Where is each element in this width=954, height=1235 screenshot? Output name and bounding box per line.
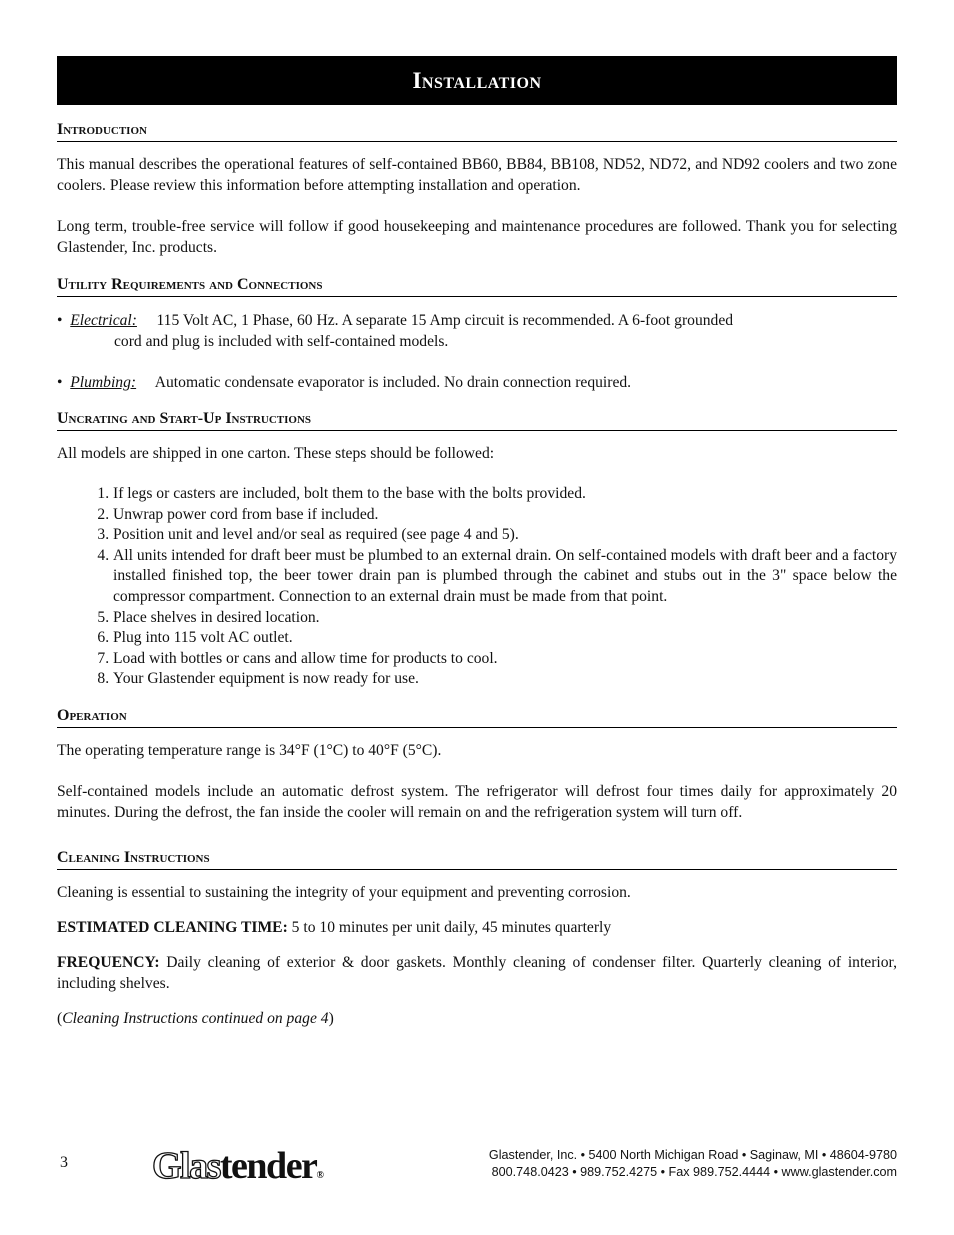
introduction-heading: Introduction [57,120,897,142]
introduction-paragraph-2: Long term, trouble-free service will follow if good housekeeping and maintenance procedures are followed. Thank you for selecting Glastender, Inc. products. [57,218,897,256]
electrical-item: • Electrical: 115 Volt AC, 1 Phase, 60 Hz. A separate 15 Amp circuit is recommended. A 6-foot grounded cord and plug is included with self-contained models. [57,310,897,352]
cleaning-frequency [57,952,897,994]
continued-note-text: Cleaning Instructions continued on page 4 [62,1009,329,1027]
cleaning-time-text: 5 to 10 minutes per unit daily, 45 minutes quarterly [287,918,612,936]
operation-heading: Operation [57,706,897,728]
glastender-logo [152,1144,324,1188]
step-item: 8. Your Glastender equipment is now ready for use. [113,669,897,690]
continued-note: (Cleaning Instructions continued on page 4) [57,1009,334,1027]
cleaning-time-label: ESTIMATED CLEANING TIME: [57,918,288,936]
step-item: 7. Load with bottles or cans and allow time for products to cool. [113,649,897,670]
uncrating-heading: Uncrating and Start-Up Instructions [57,409,897,431]
page-content [57,56,897,1029]
plumbing-text: Automatic condensate evaporator is included. No drain connection required. [154,374,632,391]
step-item: 6. Plug into 115 volt AC outlet. [113,628,897,649]
introduction-paragraph-1: This manual describes the operational features of self-contained BB60, BB84, BB108, ND52, ND72, and ND92 coolers and two zone coolers. Please review this information before attempting installation and operation. [57,156,897,194]
electrical-label: Electrical: [70,312,137,329]
registered-mark: ® [316,1170,324,1181]
operation-paragraph-2: Self-contained models include an automatic defrost system. The refrigerator will defrost four times daily for approximately 20 minutes. During the defrost, the fan inside the cooler will remain on and the refrigeration system will turn off. [57,782,897,821]
cleaning-time [57,917,897,938]
step-item: 3. Position unit and level and/or seal as required (see page 4 and 5). [113,525,897,546]
frequency-text: Daily cleaning of exterior & door gaskets. Monthly cleaning of condenser filter. Quarterly cleaning of interior, including shelves. [57,953,897,992]
step-item: 2. Unwrap power cord from base if included. [113,505,897,526]
footer-address: Glastender, Inc. • 5400 North Michigan Road • Saginaw, MI • 48604-9780 [488,1148,897,1162]
step-item: 5. Place shelves in desired location. [113,608,897,629]
step-item: 1. If legs or casters are included, bolt them to the base with the bolts provided. [113,484,897,505]
operation-paragraph-1: The operating temperature range is 34°F (1°C) to 40°F (5°C). [57,741,442,759]
page-title: Installation [57,56,897,105]
step-item: 4. All units intended for draft beer must be plumbed to an external drain. On self-contained models with draft beer and a factory installed finished top, the beer tower drain pan is plumbed through the cabinet and stubs out in the 3" space below the compressor compartment. Connection to an external drain must be made from that point. [113,546,897,608]
uncrating-intro: All models are shipped in one carton. These steps should be followed: [57,445,495,462]
plumbing-item: • Plumbing: Automatic condensate evaporator is included. No drain connection required. [57,374,632,391]
footer-phone: 800.748.0423 • 989.752.4275 • Fax 989.752.4444 • www.glastender.com [491,1165,897,1179]
logo-outline-text: Glas [152,1145,220,1187]
cleaning-heading: Cleaning Instructions [57,848,897,870]
plumbing-label: Plumbing: [70,374,137,391]
logo-solid-text: tender [219,1145,317,1187]
cleaning-paragraph: Cleaning is essential to sustaining the integrity of your equipment and preventing corrosion. [57,883,631,901]
frequency-label: FREQUENCY: [57,953,160,971]
uncrating-steps-list [57,484,897,690]
electrical-continuation: cord and plug is included with self-contained models. [114,333,449,350]
utility-heading: Utility Requirements and Connections [57,275,897,297]
electrical-text: 115 Volt AC, 1 Phase, 60 Hz. A separate 15 Amp circuit is recommended. A 6-foot grounded [156,312,734,329]
page-number: 3 [60,1154,68,1171]
footer-contact [489,1147,897,1181]
